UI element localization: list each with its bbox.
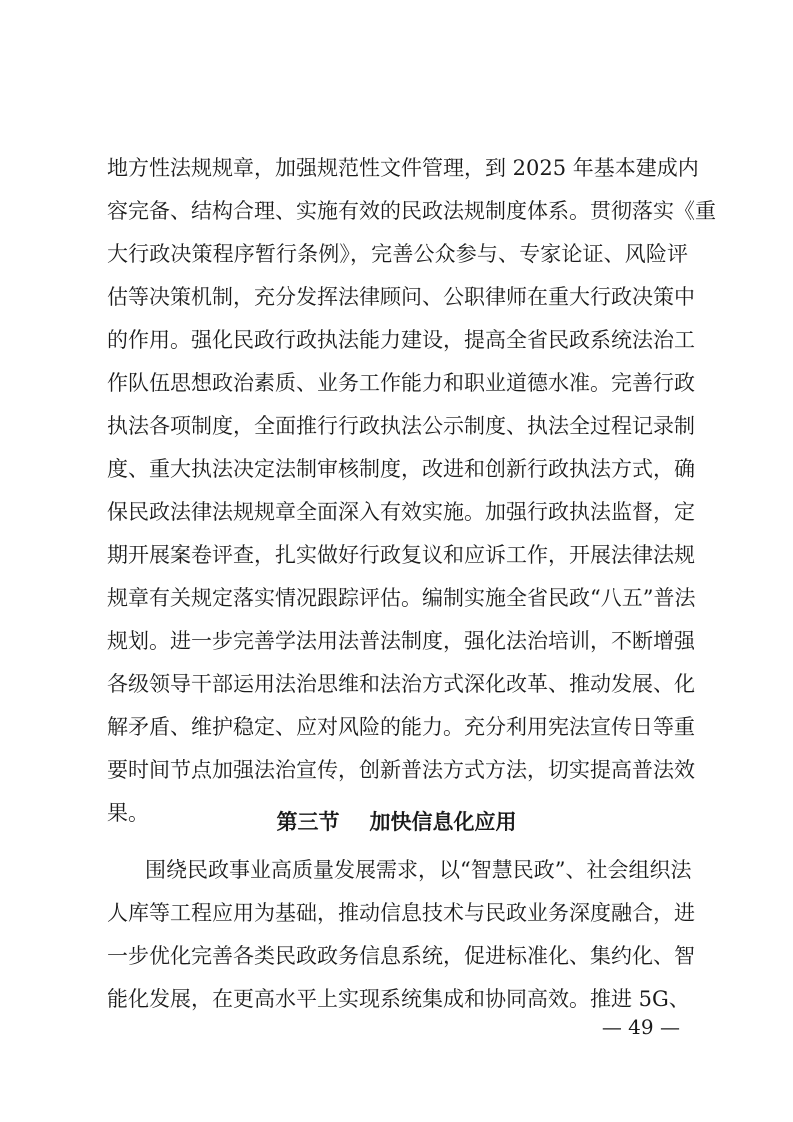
text-line: 度、重大执法决定法制审核制度，改进和创新行政执法方式，确 bbox=[107, 457, 695, 481]
text-line: 一步优化完善各类民政政务信息系统，促进标准化、集约化、智 bbox=[107, 944, 695, 968]
text-line: 人库等工程应用为基础，推动信息技术与民政业务深度融合，进 bbox=[107, 901, 695, 925]
section-title: 加快信息化应用 bbox=[369, 809, 517, 834]
text-line: 果。 bbox=[107, 801, 149, 825]
text-line: 大行政决策程序暂行条例》，完善公众参与、专家论证、风险评 bbox=[107, 242, 688, 266]
text-line: 各级领导干部运用法治思维和法治方式深化改革、推动发展、化 bbox=[107, 672, 695, 696]
text-line: 执法各项制度，全面推行行政执法公示制度、执法全过程记录制 bbox=[107, 414, 695, 438]
text-line: 解矛盾、维护稳定、应对风险的能力。充分利用宪法宣传日等重 bbox=[107, 715, 695, 739]
section-number: 第三节 bbox=[276, 809, 340, 834]
section-heading bbox=[0, 807, 793, 837]
page-number: — 49 — bbox=[601, 1015, 680, 1039]
text-line: 作队伍思想政治素质、业务工作能力和职业道德水准。完善行政 bbox=[107, 371, 695, 395]
text-line: 要时间节点加强法治宣传，创新普法方式方法，切实提高普法效 bbox=[107, 758, 695, 782]
text-line: 的作用。强化民政行政执法能力建设，提高全省民政系统法治工 bbox=[107, 328, 695, 352]
text-line: 保民政法律法规规章全面深入有效实施。加强行政执法监督，定 bbox=[107, 500, 695, 524]
text-line: 规章有关规定落实情况跟踪评估。编制实施全省民政“八五”普法 bbox=[107, 586, 696, 610]
text-line: 容完备、结构合理、实施有效的民政法规制度体系。贯彻落实《重 bbox=[107, 199, 716, 223]
text-line: 规划。进一步完善学法用法普法制度，强化法治培训，不断增强 bbox=[107, 629, 695, 653]
text-line: 估等决策机制，充分发挥法律顾问、公职律师在重大行政决策中 bbox=[107, 285, 695, 309]
text-line: 围绕民政事业高质量发展需求，以“智慧民政”、社会组织法 bbox=[145, 858, 692, 882]
text-line: 能化发展，在更高水平上实现系统集成和协同高效。推进 5G、 bbox=[107, 987, 690, 1011]
text-line: 期开展案卷评查，扎实做好行政复议和应诉工作，开展法律法规 bbox=[107, 543, 695, 567]
text-line: 地方性法规规章，加强规范性文件管理，到 2025 年基本建成内 bbox=[107, 156, 699, 180]
